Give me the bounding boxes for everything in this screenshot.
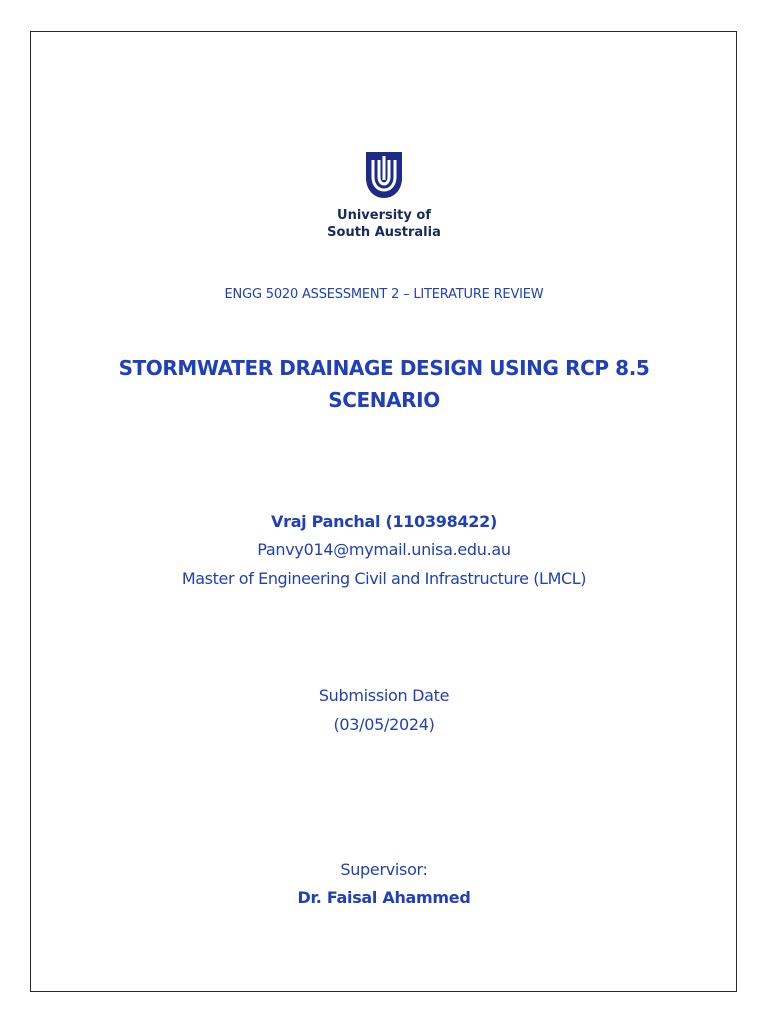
unisa-shield-icon <box>364 150 404 200</box>
university-name-line1: University of <box>337 208 431 223</box>
submission-label: Submission Date <box>318 686 450 705</box>
document-title <box>0 352 768 416</box>
course-line: ENGG 5020 ASSESSMENT 2 – LITERATURE REVIEW <box>224 287 544 302</box>
university-logo <box>0 150 768 200</box>
author-email: Panvy014@mymail.unisa.edu.au <box>257 540 511 559</box>
document-title-line2: SCENARIO <box>328 388 440 412</box>
degree-program: Master of Engineering Civil and Infrastructure (LMCL) <box>181 569 587 588</box>
document-title-line1: STORMWATER DRAINAGE DESIGN USING RCP 8.5 <box>118 356 650 380</box>
supervisor-label: Supervisor: <box>340 860 428 879</box>
university-name-line2: South Australia <box>327 225 441 240</box>
author-name: Vraj Panchal (110398422) <box>271 512 497 531</box>
university-name <box>0 207 768 241</box>
supervisor-name: Dr. Faisal Ahammed <box>297 888 471 907</box>
submission-date: (03/05/2024) <box>333 715 435 734</box>
